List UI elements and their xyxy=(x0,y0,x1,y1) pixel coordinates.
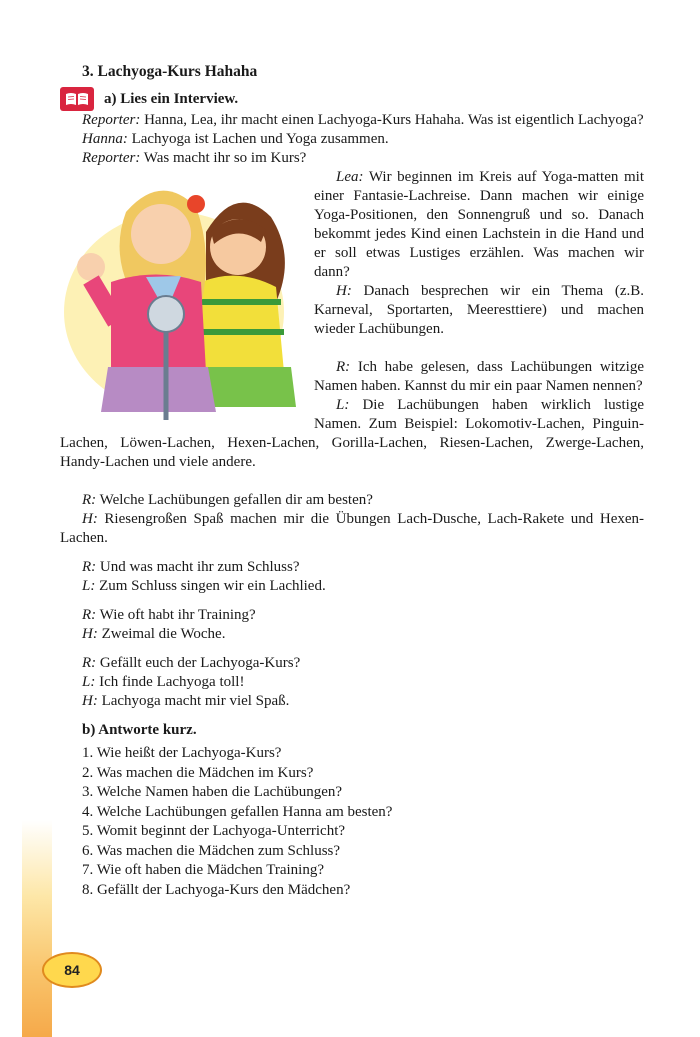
speaker-label: H: xyxy=(82,511,98,527)
speaker-label: R: xyxy=(82,607,97,623)
question-item: 8. Gefällt der Lachyoga-Kurs den Mädchen? xyxy=(82,881,351,898)
interview-line xyxy=(60,654,644,673)
line-text: Riesengroßen Spaß machen mir die Übungen Lach-Dusche, Lach-Rakete und Hexen-Lachen. xyxy=(60,511,644,546)
part-a-title: a) Lies ein Interview. xyxy=(104,90,239,107)
interview-line xyxy=(60,111,644,130)
question-item: 6. Was machen die Mädchen zum Schluss? xyxy=(82,842,341,859)
speaker-label: L: xyxy=(82,578,96,594)
question-item: 3. Welche Namen haben die Lachübungen? xyxy=(82,784,343,800)
line-text: Die Lachübungen haben wirklich lustige Namen. Zum Beispiel: Lokomotiv-Lachen, Pinguin-Lachen, Löwen-Lachen, Hexen-Lachen, Gorilla-Lachen, Riesen-Lachen, Zwerge-Lachen, Handy-Lachen und viele andere. xyxy=(60,397,644,470)
interview-line xyxy=(60,558,644,577)
speaker-label: Hanna: xyxy=(82,131,128,147)
speaker-label: Reporter: xyxy=(82,150,141,166)
part-b-title: b) Antworte kurz. xyxy=(82,722,197,738)
question-item: 4. Welche Lachübungen gefallen Hanna am besten? xyxy=(82,803,393,820)
speaker-label: L: xyxy=(336,397,350,413)
interview-line xyxy=(60,625,644,644)
line-text: Welche Lachübungen gefallen dir am besten? xyxy=(96,492,373,508)
line-text: Ich finde Lachyoga toll! xyxy=(95,674,245,690)
line-text: Danach besprechen wir ein Thema (z.B. Karneval, Sportarten, Meeresttiere) und machen wieder Lachübungen. xyxy=(314,283,644,337)
speaker-label: H: xyxy=(82,693,98,709)
book-icon xyxy=(60,87,94,111)
decorative-side-bar xyxy=(22,820,52,1037)
line-text: Zum Schluss singen wir ein Lachlied. xyxy=(95,578,326,594)
speaker-label: H: xyxy=(336,283,352,299)
line-text: Lachyoga ist Lachen und Yoga zusammen. xyxy=(127,131,389,147)
girls-illustration xyxy=(56,172,302,420)
interview-line xyxy=(60,577,644,596)
question-item: 1. Wie heißt der Lachyoga-Kurs? xyxy=(82,745,282,761)
question-item: 7. Wie oft haben die Mädchen Training? xyxy=(82,862,324,878)
question-item: 2. Was machen die Mädchen im Kurs? xyxy=(82,764,314,781)
interview-line xyxy=(60,606,644,625)
speaker-label: R: xyxy=(82,655,97,671)
speaker-label: R: xyxy=(82,492,97,508)
section-title: 3. Lachyoga-Kurs Hahaha xyxy=(82,63,258,80)
line-text: Ich habe gelesen, dass Lachübungen witzige Namen haben. Kannst du mir ein paar Namen nennen? xyxy=(314,359,644,394)
speaker-label: R: xyxy=(336,359,351,375)
speaker-label: L: xyxy=(82,674,96,690)
speaker-label: H: xyxy=(82,626,98,642)
line-text: Was macht ihr so im Kurs? xyxy=(140,150,307,166)
page-content xyxy=(60,58,644,900)
question-list xyxy=(60,744,644,900)
speaker-label: Reporter: xyxy=(82,112,141,128)
interview-line xyxy=(60,149,644,168)
speaker-label: Lea: xyxy=(336,169,364,185)
page-number-badge: 84 xyxy=(42,952,102,988)
speaker-label: R: xyxy=(82,559,97,575)
part-a-header xyxy=(60,87,644,111)
line-text: Hanna, Lea, ihr macht einen Lachyoga-Kurs Hahaha. Was ist eigentlich Lachyoga? xyxy=(140,112,644,128)
line-text: Und was macht ihr zum Schluss? xyxy=(96,559,300,575)
question-item: 5. Womit beginnt der Lachyoga-Unterricht? xyxy=(82,823,346,839)
line-text: Zweimal die Woche. xyxy=(97,626,226,642)
line-text: Wie oft habt ihr Training? xyxy=(96,607,256,623)
interview-line xyxy=(60,491,644,510)
line-text: Wir beginnen im Kreis auf Yoga-matten mit einer Fantasie-Lachreise. Dann machen wir einige Yoga-Positionen, den Sonnengruß und so. Danach bekommt jedes Kind einen Lachstein in die Hand und er soll etwas Lustiges erzählen. Was machen wir dann? xyxy=(314,169,644,280)
line-text: Gefällt euch der Lachyoga-Kurs? xyxy=(96,655,301,671)
interview-line xyxy=(60,673,644,692)
line-text: Lachyoga macht mir viel Spaß. xyxy=(97,693,290,709)
interview-line xyxy=(60,692,644,711)
interview-line xyxy=(60,130,644,149)
interview-line xyxy=(60,510,644,548)
